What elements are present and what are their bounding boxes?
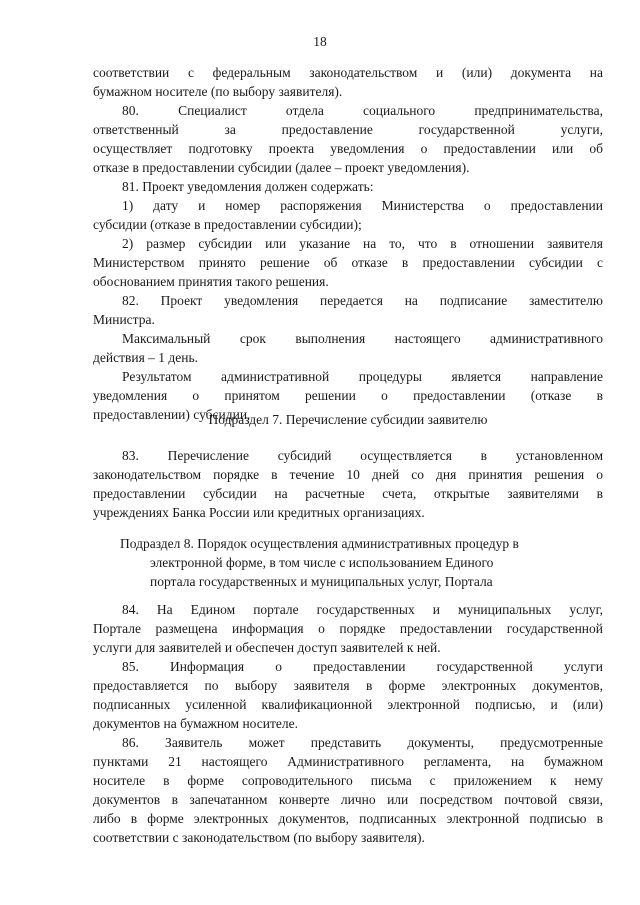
paragraph [93,291,603,329]
document-body-part-3 [93,600,603,847]
heading-8-line: электронной форме, в том числе с использованием Единого [150,555,494,570]
text-line: 83. Перечисление субсидий осуществляется в установленном [122,448,603,463]
text-line: подписанных усиленной квалификационной электронной подписью, и (или) [93,697,603,712]
page-number: 18 [313,34,327,49]
text-line: 82. Проект уведомления передается на подписание заместителю [122,293,603,308]
text-line: 85. Информация о предоставлении государственной услуги [122,659,603,674]
heading-subsection-8 [120,534,540,591]
text-line: соответствии с федеральным законодательством и (или) документа на [93,65,603,80]
text-line: уведомления о принятом решении о предоставлении (отказе в [93,388,603,403]
paragraph [93,234,603,291]
text-line: отказе в предоставлении субсидии (далее – проект уведомления). [93,160,470,175]
text-line: документов на бумажном носителе. [93,716,298,731]
text-line: 84. На Едином портале государственных и муниципальных услуг, [122,602,603,617]
text-line: Максимальный срок выполнения настоящего административного [122,331,603,346]
paragraph [93,177,603,196]
paragraph [93,446,603,522]
text-line: услуги для заявителей и обеспечен доступ заявителей к ней. [93,640,441,655]
heading-subsection-7: Подраздел 7. Перечисление субсидии заявителю [208,412,488,427]
paragraph [93,101,603,177]
text-line: предоставлении) субсидии. [93,407,251,422]
text-line: 80. Специалист отдела социального предпринимательства, [122,103,603,118]
text-line: обоснованием принятия такого решения. [93,274,329,289]
document-body-part-1 [93,63,603,424]
text-line: субсидии (отказе в предоставлении субсидии); [93,217,362,232]
paragraph [93,657,603,733]
text-line: ответственный за предоставление государственной услуги, [93,122,603,137]
text-line: пунктами 21 настоящего Административного регламента, на бумажном [93,754,603,769]
heading-8-line: Подраздел 8. Порядок осуществления административных процедур в [120,536,519,551]
heading-subsection-7-container [93,410,603,429]
text-line: либо в форме электронных документов, подписанных электронной подписью в [93,811,603,826]
text-line: действия – 1 день. [93,350,199,365]
text-line: предоставляется по выбору заявителя в форме электронных документов, [93,678,603,693]
text-line: учреждениях Банка России или кредитных организациях. [93,505,425,520]
text-line: 81. Проект уведомления должен содержать: [122,179,374,194]
text-line: соответствии с законодательством (по выбору заявителя). [93,830,425,845]
paragraph [93,63,603,101]
text-line: предоставлении субсидии на расчетные счета, открытые заявителями в [93,486,603,501]
paragraph [93,733,603,847]
text-line: 86. Заявитель может представить документы, предусмотренные [122,735,603,750]
text-line: Результатом административной процедуры является направление [122,369,603,384]
document-body-part-2 [93,446,603,522]
text-line: 1) дату и номер распоряжения Министерства о предоставлении [122,198,603,213]
text-line: документов в запечатанном конверте лично или посредством почтовой связи, [93,792,603,807]
text-line: бумажном носителе (по выбору заявителя). [93,84,343,99]
heading-8-line: портала государственных и муниципальных услуг, Портала [150,574,493,589]
text-line: Портале размещена информация о порядке предоставлении государственной [93,621,603,636]
text-line: Министерством принято решение об отказе в предоставлении субсидии с [93,255,603,270]
text-line: осуществляет подготовку проекта уведомления о предоставлении или об [93,141,603,156]
paragraph [93,196,603,234]
text-line: законодательством порядке в течение 10 дней со дня принятия решения о [93,467,603,482]
text-line: 2) размер субсидии или указание на то, что в отношении заявителя [122,236,603,251]
paragraph [93,329,603,367]
text-line: Министра. [93,312,155,327]
text-line: носителе в форме сопроводительного письма с приложением к нему [93,773,603,788]
paragraph [93,600,603,657]
